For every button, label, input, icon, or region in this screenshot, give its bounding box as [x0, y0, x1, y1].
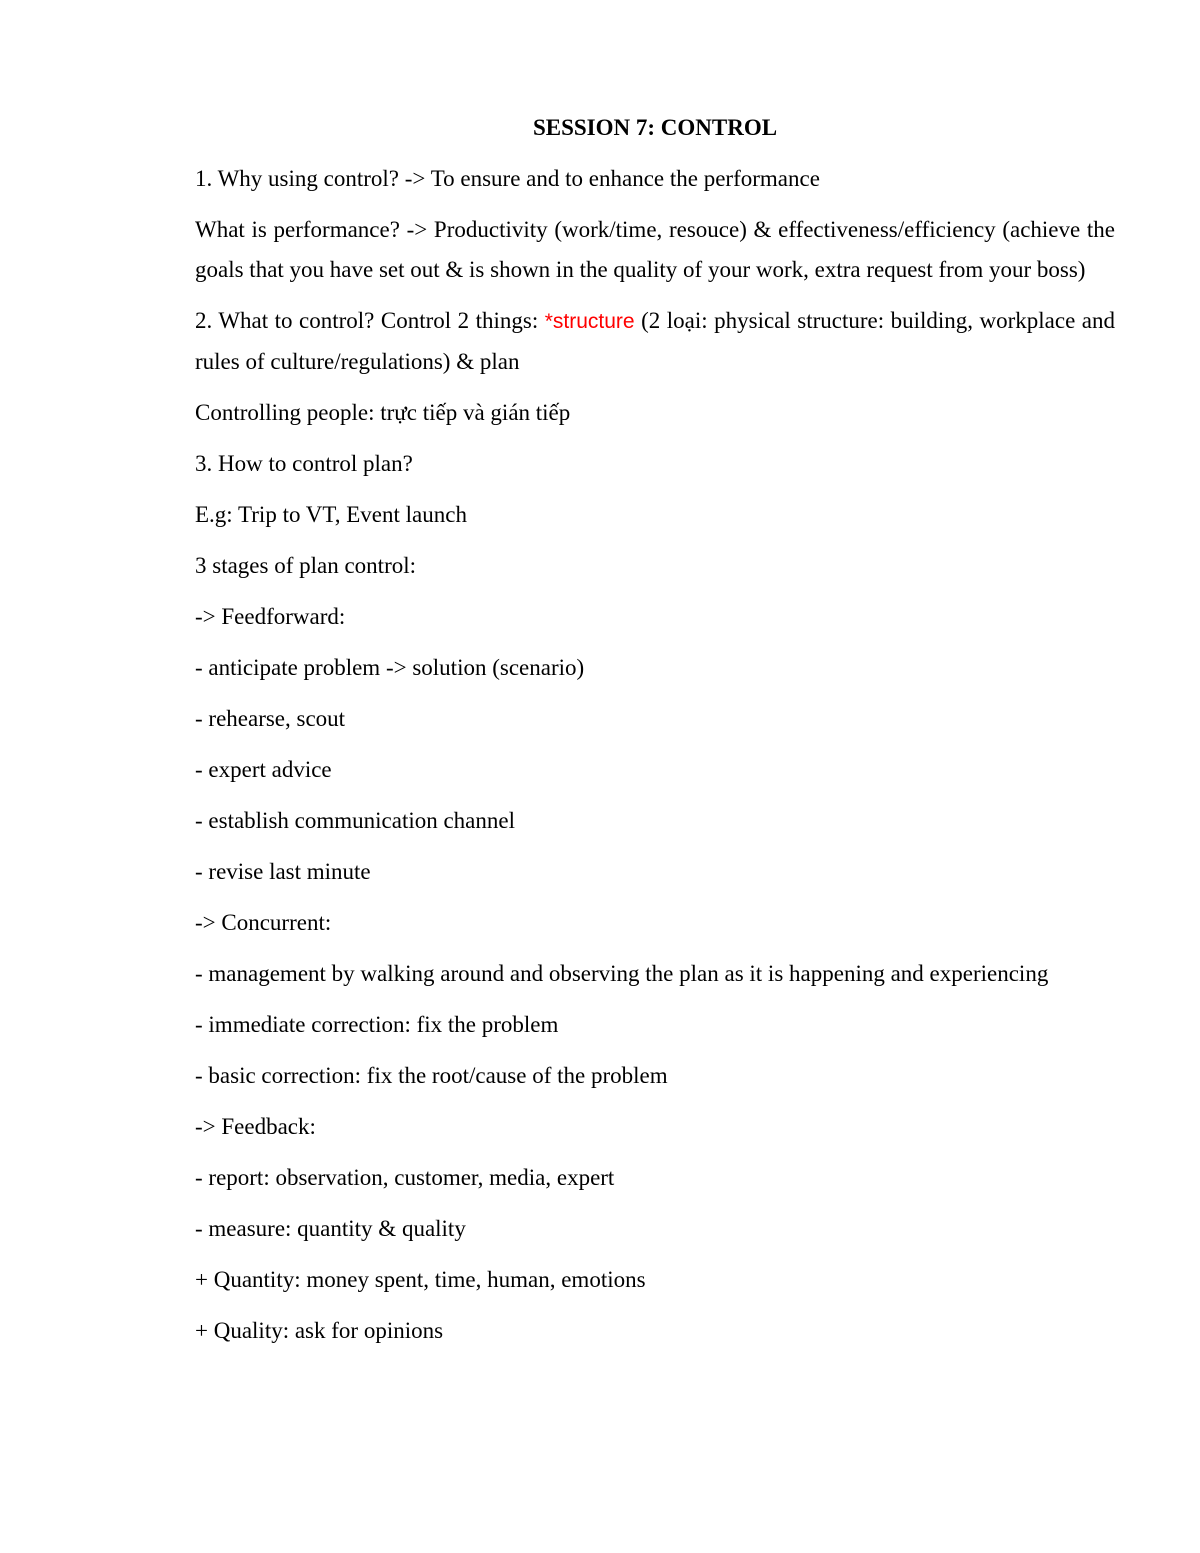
what-to-control-text: 2. What to control? Control 2 things: [195, 308, 545, 333]
heading-feedforward: -> Feedforward: [195, 604, 346, 629]
paragraph-why-control: 1. Why using control? -> To ensure and to enhance the performance [195, 166, 820, 191]
paragraph-what-is-performance: What is performance? -> Productivity (work/time, resouce) & effectiveness/efficiency (achieve the goals that you have set out & is shown in the quality of your work, extra request from your boss) [195, 217, 1115, 282]
structure-highlight: *structure [544, 310, 635, 333]
paragraph-how-to-control: 3. How to control plan? [195, 451, 413, 476]
document-body [195, 108, 1115, 1362]
list-item: - management by walking around and observing the plan as it is happening and experiencing [195, 961, 1049, 986]
list-item: - revise last minute [195, 859, 371, 884]
list-item: - establish communication channel [195, 808, 515, 833]
paragraph-example: E.g: Trip to VT, Event launch [195, 502, 467, 527]
list-item: - basic correction: fix the root/cause of the problem [195, 1063, 668, 1088]
list-item: + Quality: ask for opinions [195, 1318, 444, 1343]
paragraph-stages: 3 stages of plan control: [195, 553, 417, 578]
paragraph-controlling-people: Controlling people: trực tiếp và gián tiếp [195, 400, 571, 425]
heading-feedback: -> Feedback: [195, 1114, 316, 1139]
list-item: - report: observation, customer, media, expert [195, 1165, 615, 1190]
heading-concurrent: -> Concurrent: [195, 910, 332, 935]
document-title: SESSION 7: CONTROL [532, 115, 778, 140]
list-item: - rehearse, scout [195, 706, 346, 731]
paragraph-what-to-control [195, 301, 1115, 382]
list-item: - immediate correction: fix the problem [195, 1012, 559, 1037]
list-item: - anticipate problem -> solution (scenario) [195, 655, 585, 680]
list-item: + Quantity: money spent, time, human, emotions [195, 1267, 646, 1292]
list-item: - measure: quantity & quality [195, 1216, 466, 1241]
what-to-control-rest: (2 loại: physical structure: building, workplace and rules of culture/regulations) & plan [195, 308, 1115, 374]
list-item: - expert advice [195, 757, 332, 782]
